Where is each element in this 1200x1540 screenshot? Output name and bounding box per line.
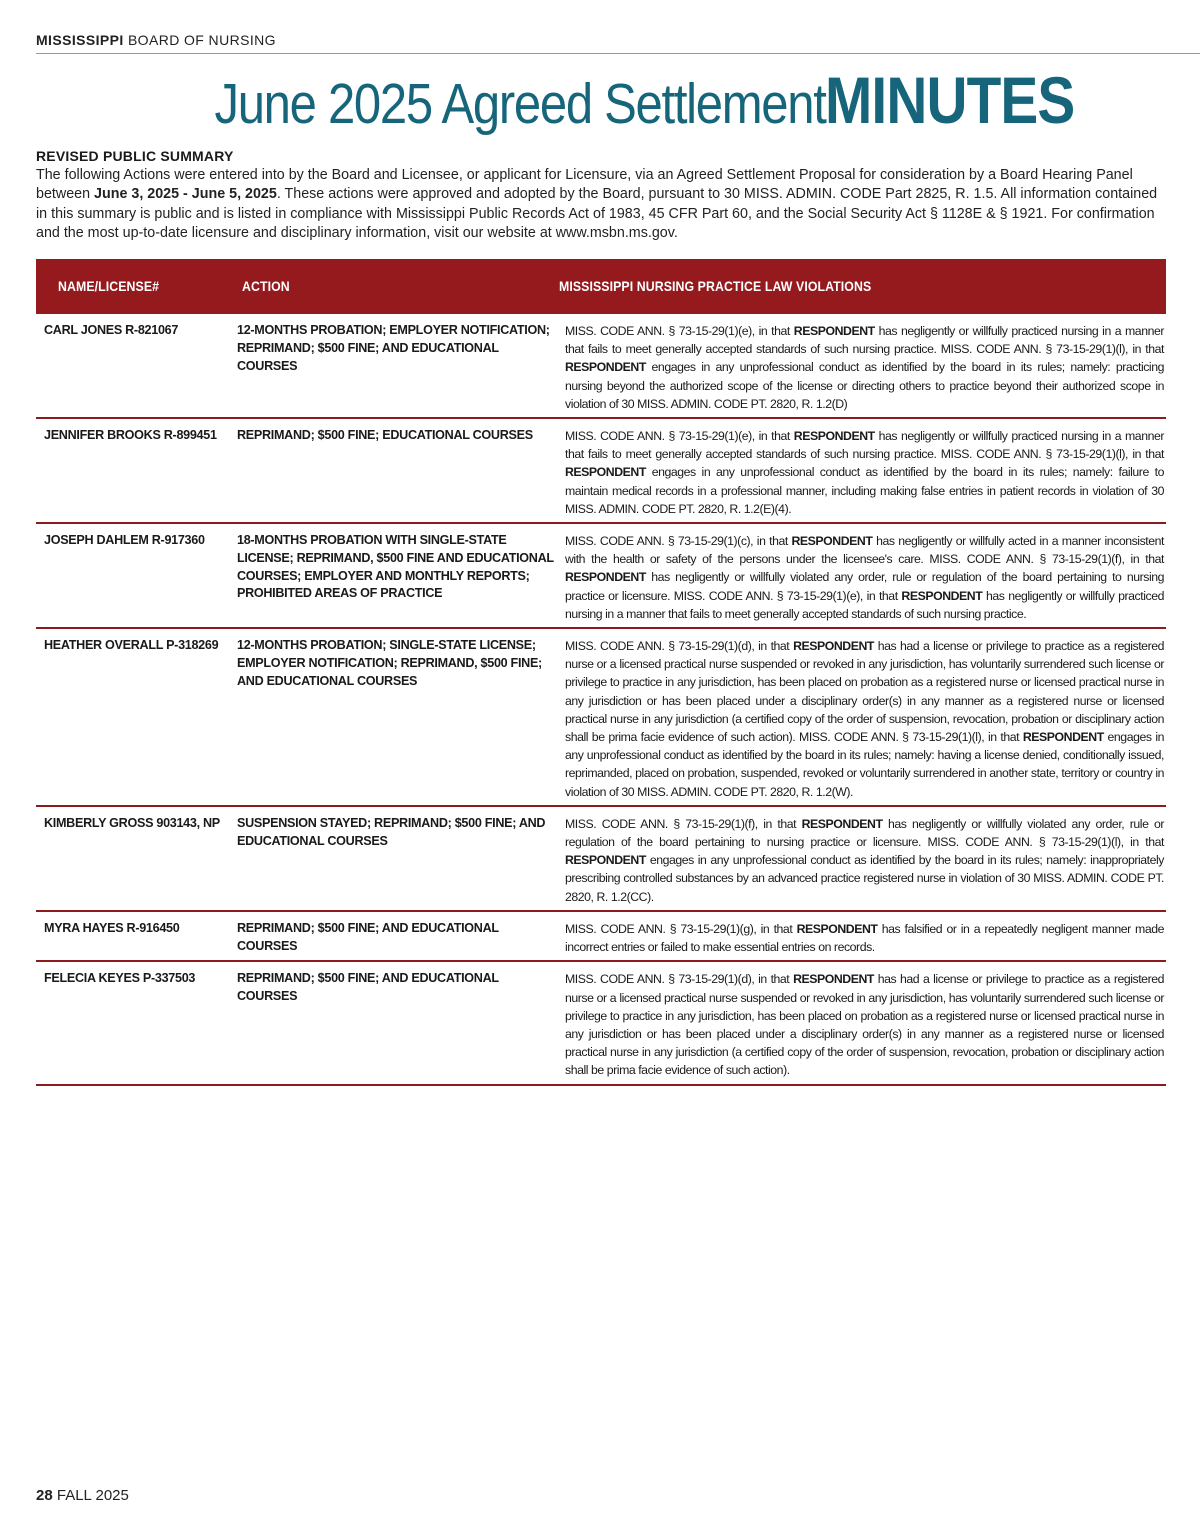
violation-text: has negligently or willfully acted in a manner inconsistent with the health or safety of the persons under the licensee's care. MISS. CODE ANN. § 73-15-29(1)(f), in that — [565, 534, 1164, 567]
title-bold: MINUTES — [825, 63, 1075, 137]
violation-text: has negligently or willfully violated any order, rule or regulation of the board pertaining to nursing practice or licensure. MISS. CODE ANN. § 73-15-29(1)(l), in that — [565, 816, 1164, 850]
intro-dates: June 3, 2025 - June 5, 2025 — [94, 186, 277, 203]
cell-action: 12-MONTHS PROBATION; SINGLE-STATE LICENSE; EMPLOYER NOTIFICATION; REPRIMAND, $500 FINE; AND EDUCATIONAL COURSES — [237, 638, 542, 688]
respondent-term: RESPONDENT — [565, 853, 646, 868]
title-light: June 2025 Agreed Settlement — [214, 72, 826, 136]
respondent-term: RESPONDENT — [565, 570, 646, 585]
violation-text: engages in any unprofessional conduct as identified by the board in its rules; namely: inappropriately prescribing controlled substances by an advanced practice registered nurse in violation of 30 MISS. ADMIN. CODE PT. 2820, R. 1.2(CC). — [565, 853, 1164, 904]
cell-violations — [557, 815, 1166, 906]
table-row — [36, 962, 1166, 1085]
respondent-term: RESPONDENT — [793, 429, 875, 444]
violation-text: engages in any unprofessional conduct as identified by the board in its rules; namely: failure to maintain medical records in a professional manner, including making false entries in patient records in violation of 30 MISS. ADMIN. CODE PT. 2820, R. 1.2(E)(4). — [565, 465, 1164, 516]
table-row — [36, 524, 1166, 629]
cell-violations — [557, 532, 1166, 623]
summary-heading: REVISED PUBLIC SUMMARY — [36, 148, 234, 164]
respondent-term: RESPONDENT — [793, 639, 874, 654]
org-name-bold: MISSISSIPPI — [36, 32, 124, 48]
cell-violations — [557, 427, 1166, 518]
respondent-term: RESPONDENT — [793, 972, 874, 987]
header-action: ACTION — [242, 278, 290, 294]
violation-text: MISS. CODE ANN. § 73-15-29(1)(d), in that — [565, 639, 794, 654]
cell-violations — [557, 970, 1166, 1079]
violation-text: MISS. CODE ANN. § 73-15-29(1)(f), in that — [565, 816, 802, 831]
table-row — [36, 807, 1166, 912]
table-row — [36, 419, 1166, 524]
cell-name-license: CARL JONES R-821067 — [44, 323, 179, 337]
table-row — [36, 629, 1166, 807]
violation-text: engages in any unprofessional conduct as identified by the board in its rules; namely: having a license denied, conditionally issued, reprimanded, placed on probation, suspended, revoked or voluntarily surrendered in another state, territory or country in violation of 30 MISS. ADMIN. CODE PT. 2820, R. 1.2(W). — [565, 730, 1164, 799]
header-violations: MISSISSIPPI NURSING PRACTICE LAW VIOLATIONS — [559, 278, 872, 294]
table-row — [36, 314, 1166, 419]
cell-name-license: MYRA HAYES R-916450 — [44, 920, 180, 935]
violation-text: MISS. CODE ANN. § 73-15-29(1)(c), in that — [565, 534, 792, 549]
violation-text: MISS. CODE ANN. § 73-15-29(1)(e), in that — [565, 429, 794, 444]
cell-name-license: JOSEPH DAHLEM R-917360 — [44, 533, 205, 548]
intro-text-2: . These actions were approved and adopted by the Board, pursuant to 30 MISS. ADMIN. CODE Part 2825, R. 1.5. All information contained in this summary is public and is listed in compliance with Mississippi Public Records Act of 1983, 45 CFR Part 60, and the Social Security Act § 1128E & § 1921. For confirmation and the most up-to-date licensure and disciplinary information, visit our website at www.msbn.ms.gov. — [36, 186, 1158, 241]
cell-action: REPRIMAND; $500 FINE; EDUCATIONAL COURSES — [237, 428, 533, 443]
violation-text: has negligently or willfully practiced nursing in a manner that fails to meet generally accepted standards of such nursing practice. MISS. CODE ANN. § 73-15-29(1)(l), in that — [565, 324, 1165, 357]
violation-text: has negligently or willfully practiced nursing in a manner that fails to meet generally accepted standards of such nursing practice. — [565, 588, 1164, 621]
violation-text: engages in any unprofessional conduct as identified by the board in its rules; namely: practicing nursing beyond the authorized scope of the license or directing others to practice beyond their authorized scope in violation of 30 MISS. ADMIN. CODE PT. 2820, R. 1.2(D) — [565, 360, 1164, 411]
cell-action: REPRIMAND; $500 FINE; AND EDUCATIONAL COURSES — [237, 971, 499, 1004]
intro-text-1: The following Actions were entered into by the Board and Licensee, or applicant for Licensure, via an Agreed Settlement Proposal for consideration by a Board Hearing Panel between — [36, 167, 1133, 203]
respondent-term: RESPONDENT — [791, 534, 873, 549]
cell-name-license: FELECIA KEYES P-337503 — [44, 971, 196, 986]
violation-text: has negligently or willfully practiced nursing in a manner that fails to meet generally accepted standards of such nursing practice. MISS. CODE ANN. § 73-15-29(1)(l), in that — [565, 429, 1165, 462]
table-body — [36, 314, 1166, 1086]
respondent-term: RESPONDENT — [901, 588, 983, 603]
table-row — [36, 912, 1166, 962]
violation-text: has had a license or privilege to practice as a registered nurse or a licensed practical nurse suspended or revoked in any jurisdiction, has voluntarily surrendered such license or privilege to practice in any jurisdiction, has been placed on probation as a registered nurse or licensed practical nurse in any jurisdiction or has been placed under a disciplinary order(s) in any manner as a registered nurse or licensed practical nurse in any jurisdiction (a certified copy of the order of suspension, revocation, probation or disciplinary action shall be prima facie evidence of such action). MISS. CODE ANN. § 73-15-29(1)(l), in that — [565, 639, 1164, 745]
org-name-rest: BOARD OF NURSING — [123, 32, 276, 48]
violation-text: MISS. CODE ANN. § 73-15-29(1)(e), in that — [565, 324, 794, 338]
page-title — [0, 62, 1200, 138]
page-footer — [36, 1487, 129, 1504]
cell-name-license: KIMBERLY GROSS 903143, NP — [44, 815, 220, 830]
respondent-term: RESPONDENT — [565, 360, 646, 375]
respondent-term: RESPONDENT — [801, 816, 883, 831]
violation-text: has negligently or willfully violated any order, rule or regulation of the board pertaining to nursing practice or licensure. MISS. CODE ANN. § 73-15-29(1)(e), in that — [565, 570, 1164, 603]
violation-text: has falsified or in a repeatedly negligent manner made incorrect entries or failed to make essential entries on records. — [565, 921, 1164, 955]
respondent-term: RESPONDENT — [796, 921, 878, 936]
cell-violations — [557, 637, 1166, 801]
cell-action: REPRIMAND; $500 FINE; AND EDUCATIONAL COURSES — [237, 920, 499, 953]
summary-intro — [36, 166, 1166, 243]
header-name-license: NAME/LICENSE# — [58, 278, 160, 294]
respondent-term: RESPONDENT — [793, 324, 875, 338]
cell-action: 12-MONTHS PROBATION; EMPLOYER NOTIFICATION; REPRIMAND; $500 FINE; AND EDUCATIONAL COURSES — [237, 323, 550, 373]
respondent-term: RESPONDENT — [1022, 730, 1104, 745]
cell-action: SUSPENSION STAYED; REPRIMAND; $500 FINE; AND EDUCATIONAL COURSES — [237, 815, 546, 848]
cell-violations — [557, 920, 1166, 956]
respondent-term: RESPONDENT — [565, 465, 646, 480]
cell-action: 18-MONTHS PROBATION WITH SINGLE-STATE LICENSE; REPRIMAND, $500 FINE AND EDUCATIONAL COURSES; EMPLOYER AND MONTHLY REPORTS; PROHIBITED AREAS OF PRACTICE — [237, 533, 554, 601]
table-header — [36, 259, 1166, 314]
page-number: 28 — [36, 1487, 53, 1504]
violation-text: has had a license or privilege to practice as a registered nurse or a licensed practical nurse suspended or revoked in any jurisdiction, has voluntarily surrendered such license or privilege to practice in any jurisdiction, has been placed on probation as a registered nurse or licensed practical nurse in any jurisdiction or has been placed under a disciplinary order(s) in any manner as a registered nurse or licensed practical nurse in any jurisdiction (a certified copy of the order of suspension, revocation, probation or disciplinary action shall be prima facie evidence of such action). — [565, 972, 1164, 1078]
cell-name-license: HEATHER OVERALL P-318269 — [44, 638, 219, 653]
publication-header — [36, 32, 1200, 54]
issue-label: FALL 2025 — [56, 1487, 129, 1504]
violation-text: MISS. CODE ANN. § 73-15-29(1)(g), in that — [565, 921, 797, 936]
cell-name-license: JENNIFER BROOKS R-899451 — [44, 428, 217, 443]
violation-text: MISS. CODE ANN. § 73-15-29(1)(d), in that — [565, 972, 794, 987]
disciplinary-table — [36, 259, 1166, 1086]
cell-violations — [557, 322, 1166, 413]
